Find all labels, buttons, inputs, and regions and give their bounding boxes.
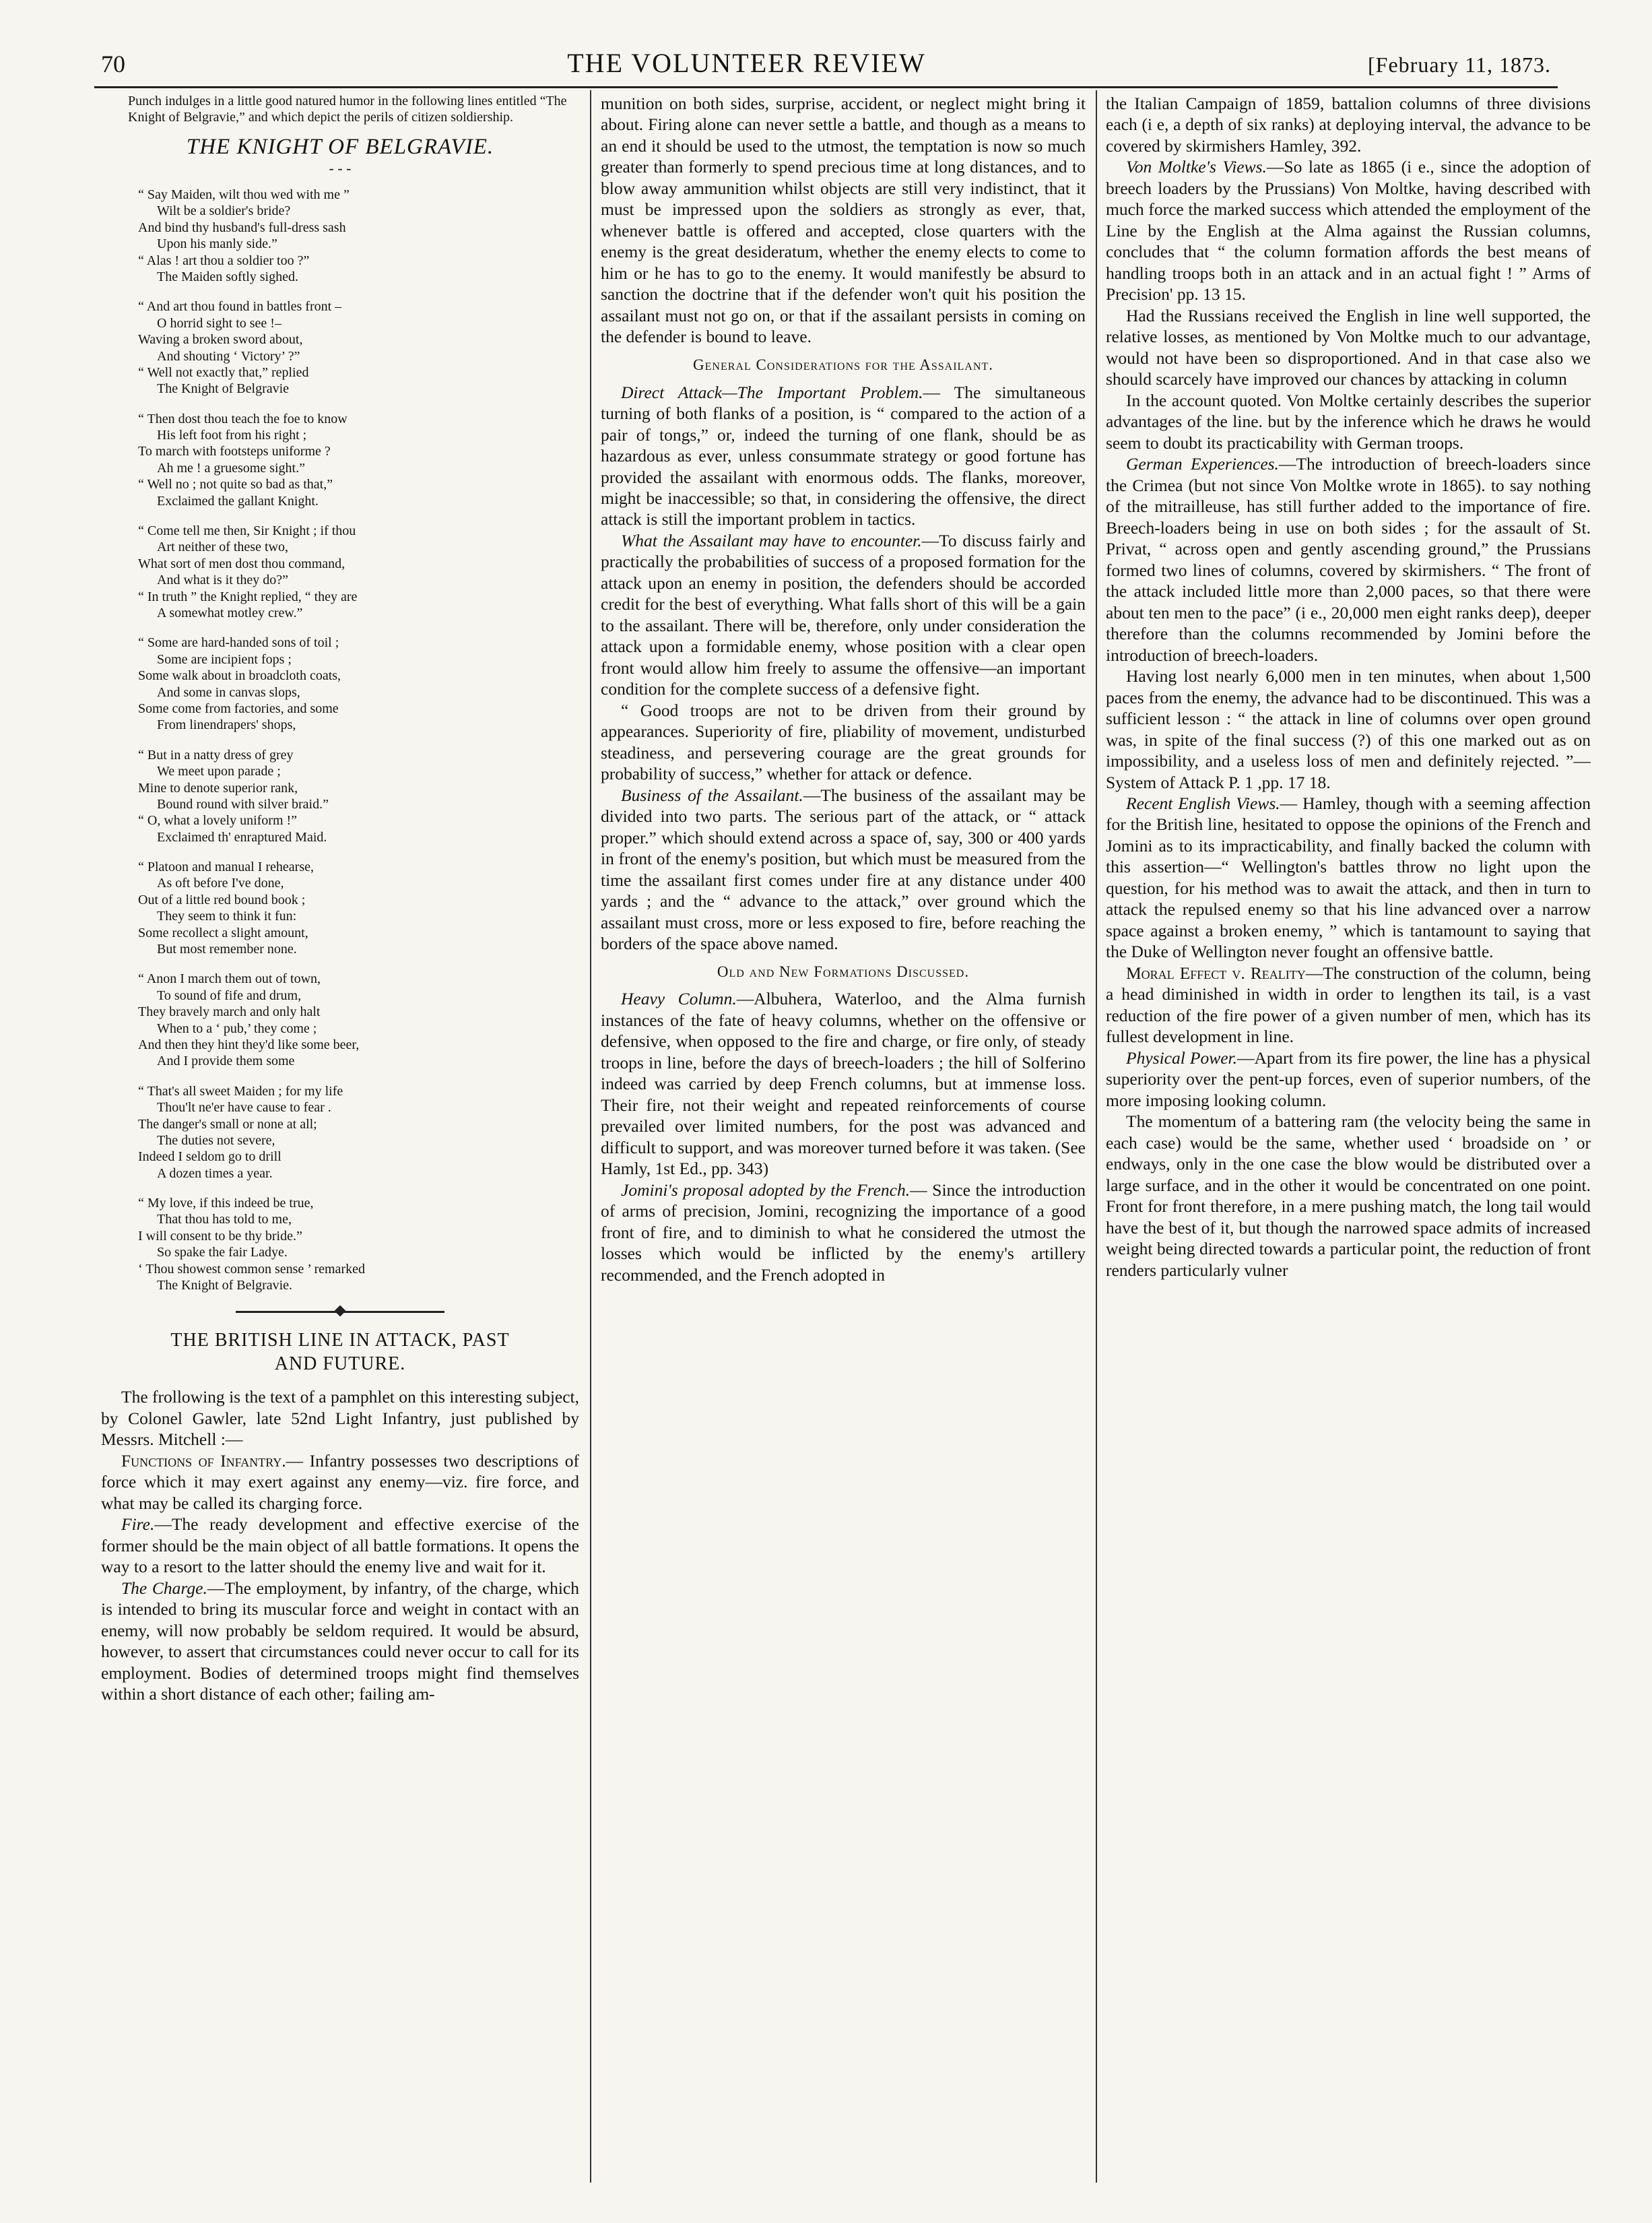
paragraph: In the account quoted. Von Moltke certainly describes the superior advantages of the line. but by the inference which he draws he would seem to doubt its practicability with German troops. (1106, 390, 1591, 453)
run-in-head: The Charge. (121, 1578, 207, 1598)
poem-line: And bind thy husband's full-dress sash (138, 220, 346, 235)
poem-line: “ Anon I march them out of town, (138, 971, 321, 987)
poem-stanza (138, 971, 579, 1069)
poem-line: “ That's all sweet Maiden ; for my life (138, 1083, 343, 1099)
column-3 (1106, 93, 1591, 2196)
poem-line: We meet upon parade ; (157, 764, 281, 779)
article-title-line: THE BRITISH LINE IN ATTACK, PAST (170, 1330, 510, 1351)
poem-line: “ Come tell me then, Sir Knight ; if thou (138, 523, 356, 539)
paragraph (1106, 793, 1591, 963)
paragraph-text: —Albuhera, Waterloo, and the Alma furnish instances of the fate of heavy columns, whether on the offensive or defensive, when opposed to the fire and charge, or fire only, of steady troops in line, before the days of breech-loaders ; the hill of Solferino indeed was carried by deep French columns, but at immense loss. Their fire, not their weight and repeated reinforcements of course prevailed over limited numbers, for the post was advanced and difficult to support, and was moreover turned before it was taken. (See Hamly, 1st Ed., pp. 343) (601, 989, 1086, 1179)
paragraph-text: —Apart from its fire power, the line has a physical superiority over the pent-up forces, even of superior numbers, of the more imposing looking column. (1106, 1048, 1591, 1110)
poem-line: Thou'lt ne'er have cause to fear . (157, 1100, 331, 1116)
poem-line: “ O, what a lovely uniform !” (138, 813, 298, 829)
poem-line: As oft before I've done, (157, 876, 284, 891)
column-rule (590, 90, 591, 2183)
column-rule (1096, 90, 1097, 2183)
paragraph: The momentum of a battering ram (the velocity being the same in each case) would be the same, whether used ‘ broadside on ’ or endways, only in the one case the blow would be distributed over a large surface, and in the other it would be concentrated on one point. Front for front therefore, in a mere pushing match, the long tail would have the best of it, but though the narrowed space admits of increased weight being directed towards a particular point, the reduction of front renders particularly vulner (1106, 1112, 1591, 1280)
paragraph: Having lost nearly 6,000 men in ten minutes, when about 1,500 paces from the enemy, the advance had to be discontinued. This was a sufficient lesson : “ the attack in line of columns over open ground was, in spite of the final success (?) of this one marked out as on impossibility, and a useless loss of men and definitely rejected. ”—System of Attack P. 1 ,pp. 17 18. (1106, 666, 1591, 792)
paragraph-text: —So late as 1865 (i e., since the adoption of breech loaders by the Prussians) Von Moltke, having described with much force the marked success which attended the employment of the Line by the English at the Alma against the Russian columns, concludes that “ the column formation affords the best means of handling troops both in an attack and in an actual fight ! ” Arms of Precision' pp. 13 15. (1106, 157, 1591, 304)
poem-line: “ In truth ” the Knight replied, “ they are (138, 589, 358, 604)
run-in-head: Jomini's proposal adopted by the French. (621, 1180, 911, 1200)
run-in-head: Moral Effect v. Reality (1126, 963, 1306, 983)
poem-line: Waving a broken sword about, (138, 332, 303, 348)
poem-line: And I provide them some (157, 1054, 295, 1069)
poem-line: What sort of men dost thou command, (138, 556, 345, 571)
poem-intro: Punch indulges in a little good natured humor in the following lines entitled “The Knight of Belgravie,” and which depict the perils of citizen soldiership. (128, 94, 567, 125)
poem-stanza (138, 523, 579, 621)
paragraph (1106, 453, 1591, 666)
run-in-head: Business of the Assailant. (621, 785, 803, 805)
poem-line: And then they hint they'd like some beer, (138, 1037, 360, 1052)
poem-line: Some come from factories, and some (138, 701, 339, 716)
poem-line: Wilt be a soldier's bride? (157, 203, 291, 219)
paragraph (101, 1578, 579, 1705)
paragraph: munition on both sides, surprise, accident, or neglect might bring it about. Firing alone can never settle a battle, and though as a means to an end it should be used to the utmost, the temptation is now so much greater than formerly to spend precious time at long distances, and to blow away ammunition whilst objects are still very indistinct, that it must be impressed upon the soldiers as strongly as ever, that, whenever battle is offered and accepted, close quarters with the enemy is the great desideratum, whether the enemy elects to come to him or he has to go to the enemy. It would manifestly be absurd to sanction the doctrine that if the defender won't quit his position the assailant must not go on, or that if the assailant persists in coming on the defender is bound to leave. (601, 94, 1086, 347)
poem-line: Ah me ! a gruesome sight.” (157, 460, 305, 476)
column-1 (101, 93, 579, 2196)
poem-line: To sound of fife and drum, (157, 988, 302, 1003)
poem-line: Mine to denote superior rank, (138, 780, 298, 796)
poem-line: “ Alas ! art thou a soldier too ?” (138, 253, 310, 268)
poem-stanza (138, 747, 579, 845)
poem-line: “ Say Maiden, wilt thou wed with me ” (138, 187, 350, 202)
run-in-head: Recent English Views. (1126, 793, 1280, 813)
run-in-head: Physical Power. (1126, 1048, 1237, 1068)
poem-line: They bravely march and only halt (138, 1004, 321, 1020)
poem-line: And some in canvas slops, (157, 684, 300, 700)
poem-line: O horrid sight to see !– (157, 315, 282, 331)
page-number: 70 (101, 51, 125, 77)
run-in-head: Fire. (121, 1514, 155, 1535)
paragraph-text: —The business of the assailant may be divided into two parts. The serious part of the attack, or “ attack proper.” which should extend across a space of, say, 300 or 400 yards in front of the enemy's position, but which must be measured from the time the assailant first comes under fire at any distance under 400 yards ; and the “ advance to the attack,” over ground which the assailant must cross, more or less exposed to fire, before reaching the borders of the space above named. (601, 785, 1086, 954)
poem-stanza (138, 411, 579, 509)
poem-line: “ Some are hard-handed sons of toil ; (138, 635, 339, 651)
poem-line: “ But in a natty dress of grey (138, 747, 294, 763)
poem-title: THE KNIGHT OF BELGRAVIE. (186, 135, 494, 159)
poem-stanza (138, 1195, 579, 1293)
poem-line: I will consent to be thy bride.” (138, 1228, 302, 1244)
run-in-head: Functions of Infantry. (121, 1450, 286, 1471)
paragraph-text: —The ready development and effective exercise of the former should be the main object of all battle formations. It opens the way to a resort to the latter should the enemy live and wait for it. (101, 1514, 579, 1577)
paragraph (601, 988, 1086, 1179)
poem-line: The duties not severe, (157, 1132, 275, 1148)
run-in-head: Von Moltke's Views. (1126, 157, 1267, 177)
poem-line: To march with footsteps uniforme ? (138, 444, 331, 459)
paragraph (1106, 1048, 1591, 1111)
publication-title: THE VOLUNTEER REVIEW (567, 48, 926, 78)
paragraph-text: —The construction of the column, being a head diminished in width in order to lengthen its tail, is a vast reduction of the fire power of a given number of men, which has its fullest development in line. (1106, 963, 1591, 1047)
poem-line: His left foot from his right ; (157, 428, 307, 443)
paragraph (601, 785, 1086, 955)
poem-stanza (138, 298, 579, 397)
article-title (101, 1328, 579, 1376)
poem-line: A somewhat motley crew.” (157, 605, 303, 620)
poem-line: Exclaimed the gallant Knight. (157, 493, 319, 509)
paragraph (101, 1450, 579, 1514)
run-in-head: Direct Attack—The Important Problem. (621, 382, 923, 402)
paragraph-text: — Since the introduction of arms of precision, Jomini, recognizing the importance of a good front of fire, and to diminish to what he considered the utmost the losses which would be inflicted by the enemy's artillery recommended, and the French adopted in (601, 1180, 1086, 1285)
paragraph-text: — The simultaneous turning of both flanks of a position, is “ compared to the action of a pair of tongs,” or, indeed the turning of one flank, should be as hazardous as ever, unless consummate strategy or good fortune has provided the assailant with enormous odds. The flanks, moreover, might be inaccessible; so that, in considering the offensive, the direct attack is still the important problem in tactics. (601, 382, 1086, 529)
paragraph (601, 382, 1086, 530)
poem-stanza (138, 1083, 579, 1182)
run-in-head: German Experiences. (1126, 454, 1279, 474)
poem-stanza (138, 187, 579, 285)
poem-line: “ Then dost thou teach the foe to know (138, 411, 348, 426)
page-header (101, 47, 1551, 85)
paragraph (1106, 156, 1591, 304)
poem-line: “ Platoon and manual I rehearse, (138, 860, 315, 875)
poem-line: “ Well not exactly that,” replied (138, 364, 309, 380)
poem-stanza (138, 635, 579, 733)
paragraph: the Italian Campaign of 1859, battalion columns of three divisions each (i e, a depth of six ranks) at deploying interval, the advance to be covered by skirmishers Hamley, 392. (1106, 94, 1591, 156)
paragraph-text: —The introduction of breech-loaders since the Crimea (but not since Von Moltke wrote in 1865). to say nothing of the mitrailleuse, has still further added to the importance of fire. Breech-loaders being in use on both sides ; for the assault of St. Privat, “ across open and gently ascending ground,” the Prussians formed two lines of columns, covered by skirmishers. “ The front of the attack included little more than 2,000 paces, so that there were about ten men to the pace” (i e., 20,000 men eight ranks deep), deeper therefore than the columns recommended by Jomini before the introduction of breech-loaders. (1106, 454, 1591, 665)
run-in-head: Heavy Column. (621, 989, 737, 1009)
poem-line: Indeed I seldom go to drill (138, 1149, 282, 1165)
paragraph (601, 1180, 1086, 1285)
section-heading: General Considerations for the Assailant. (693, 356, 993, 373)
paragraph-text: —The employment, by infantry, of the charge, which is intended to bring its muscular force and weight in contact with an enemy, will now probably be seldom required. It would be absurd, however, to assert that circumstances could never occur to call for its employment. Bodies of determined troops might find themselves within a short distance of each other; failing am- (101, 1578, 579, 1704)
section-ornament (101, 1307, 579, 1316)
paragraph-text: — Hamley, though with a seeming affection for the British line, hesitated to oppose the opinions of the French and Jomini as to its impracticability, and finally backed the column with this assertion—“ Wellington's battles throw no light upon the question, for his method was to await the attack, and then in turn to attack the repulsed enemy so that his line advanced over a narrow space against a broken enemy, ” which is tantamount to saying that the Duke of Wellington never fought an offensive battle. (1106, 793, 1591, 962)
poem-line: Out of a little red bound book ; (138, 892, 306, 907)
poem-title-rule: - - - (329, 160, 352, 176)
poem-line: They seem to think it fun: (157, 909, 297, 924)
poem-line: When to a ‘ pub,’ they come ; (157, 1021, 317, 1036)
poem-line: Some recollect a slight amount, (138, 925, 308, 940)
poem-stanza (138, 859, 579, 957)
column-2 (601, 93, 1086, 2196)
paragraph: The frollowing is the text of a pamphlet on this interesting subject, by Colonel Gawler, late 52nd Light Infantry, just published by Messrs. Mitchell :— (101, 1387, 579, 1450)
poem (101, 187, 579, 1293)
paragraph: “ Good troops are not to be driven from their ground by appearances. Superiority of fire, pliability of movement, undisturbed steadiness, and persevering courage are the great grounds for probability of success,” whether for attack or defence. (601, 700, 1086, 784)
paragraph (601, 530, 1086, 700)
header-rule (94, 86, 1558, 88)
poem-line: ‘ Thou showest common sense ’ remarked (138, 1261, 365, 1277)
run-in-head: What the Assailant may have to encounter. (621, 530, 922, 550)
poem-line: So spake the fair Ladye. (157, 1245, 288, 1260)
poem-line: Art neither of these two, (157, 540, 288, 555)
issue-date: [February 11, 1873. (1368, 53, 1551, 77)
poem-line: And what is it they do?” (157, 573, 288, 588)
poem-line: A dozen times a year. (157, 1165, 273, 1181)
poem-line: Some are incipient fops ; (157, 651, 292, 667)
poem-line: But most remember none. (157, 942, 297, 957)
poem-line: “ Well no ; not quite so bad as that,” (138, 477, 333, 492)
poem-line: The Knight of Belgravie. (157, 1278, 293, 1293)
section-heading: Old and New Formations Discussed. (717, 963, 970, 980)
poem-line: From linendrapers' shops, (157, 717, 296, 733)
paragraph (1106, 963, 1591, 1048)
poem-line: And shouting ‘ Victory’ ?” (157, 348, 300, 364)
poem-line: Exclaimed th' enraptured Maid. (157, 829, 327, 845)
poem-line: “ And art thou found in battles front – (138, 299, 342, 315)
poem-line: The Knight of Belgravie (157, 381, 290, 397)
poem-line: Upon his manly side.” (157, 236, 277, 252)
paragraph-text: —To discuss fairly and practically the probabilities of success of a proposed formation for the attack upon an enemy in position, the defenders should be accorded credit for the best of everything. What falls short of this will be a gain to the assailant. There will be, therefore, only under consideration the attack upon a formidable enemy, whose position with a clear open front would allow him freely to assume the offensive—an important condition for the complete success of a defensive fight. (601, 530, 1086, 699)
poem-line: Bound round with silver braid.” (157, 796, 329, 812)
paragraph (101, 1514, 579, 1577)
poem-line: That thou has told to me, (157, 1212, 292, 1227)
paragraph-text: — Infantry possesses two descriptions of force which it may exert against any enemy—viz. fire force, and what may be called its charging force. (101, 1450, 579, 1513)
poem-line: The danger's small or none at all; (138, 1116, 317, 1132)
article-title-line: AND FUTURE. (274, 1353, 406, 1375)
paragraph: Had the Russians received the English in line well supported, the relative losses, as mentioned by Von Moltke much to our advantage, would not have been so disproportioned. And in that case also we should scarcely have improved our chances by attacking in column (1106, 305, 1591, 389)
poem-line: Some walk about in broadcloth coats, (138, 668, 341, 684)
poem-line: “ My love, if this indeed be true, (138, 1196, 314, 1211)
poem-line: The Maiden softly sighed. (157, 269, 298, 284)
